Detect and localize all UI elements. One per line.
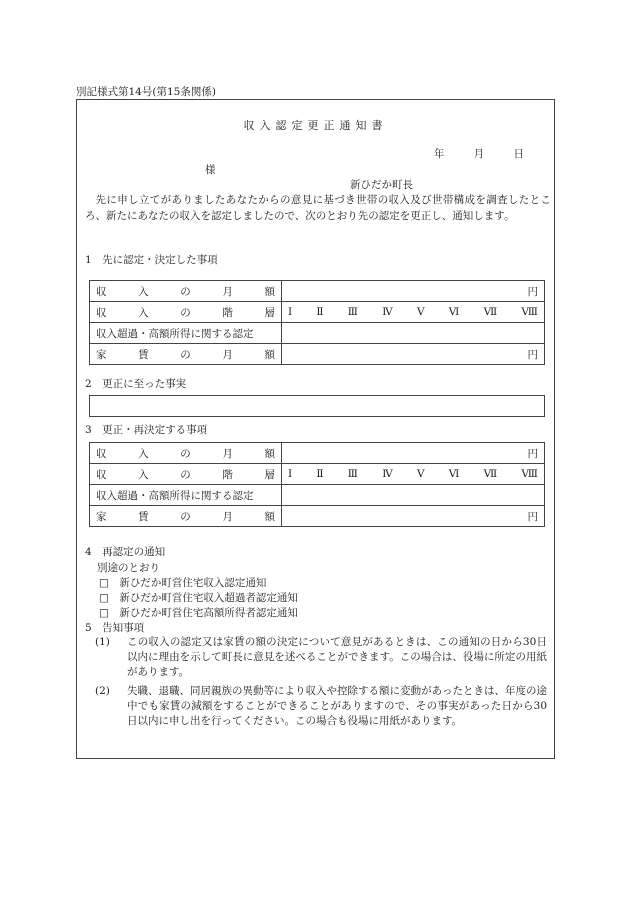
issuer-name: 新ひだか町長 <box>350 179 413 191</box>
notice-item-number: (1) <box>95 636 110 648</box>
label-char: 入 <box>138 468 149 481</box>
date-year-label: 年 <box>433 148 445 160</box>
label-char: の <box>180 447 191 460</box>
intro-text: 先に申し立てがありましたあなたからの意見に基づき世帯の収入及び世帯構成を調査したところ、新たにあなたの収入を認定しましたので、次のとおり先の認定を更正し、通知します。 <box>85 194 551 222</box>
level-marker[interactable]: Ⅲ <box>347 306 358 318</box>
row-label <box>90 302 282 323</box>
level-marker[interactable]: Ⅶ <box>483 306 498 318</box>
label-char: 家 <box>96 348 107 361</box>
row-label <box>90 464 282 485</box>
row-value[interactable] <box>282 464 545 485</box>
table-row <box>90 302 545 323</box>
label-char: 月 <box>222 447 233 460</box>
row-value[interactable] <box>282 302 545 323</box>
section5-heading: 5 告知事項 <box>85 622 145 634</box>
label-char: 階 <box>222 468 233 481</box>
label-char: 月 <box>222 348 233 361</box>
level-marker[interactable]: Ⅴ <box>416 306 425 318</box>
notice-item-text: この収入の認定又は家賃の額の決定について意見があるときは、この通知の日から30日以内に理由を示して町長に意見を述べることができます。この場合は、役場に所定の用紙があります。 <box>127 636 547 678</box>
table-row <box>90 344 545 365</box>
notice-item-1 <box>95 635 547 680</box>
option-income-certification[interactable]: □ 新ひだか町営住宅収入認定通知 <box>99 577 267 589</box>
level-marker[interactable]: Ⅱ <box>316 468 324 480</box>
label-char: 階 <box>222 306 233 319</box>
label-char: 月 <box>222 285 233 298</box>
label-char: 入 <box>138 306 149 319</box>
notice-form <box>76 99 555 759</box>
section4-heading: 4 再認定の通知 <box>85 546 166 558</box>
label-char: 額 <box>264 348 275 361</box>
level-marker[interactable]: Ⅳ <box>382 468 393 480</box>
notice-item-text: 失職、退職、同居親族の異動等により収入や控除する額に変動があったときは、年度の途中でも家賃の減額をすることができることがありますので、その事実があった日から30日以内に申し出を行ってください。この場合も役場に用紙があります。 <box>127 685 547 727</box>
level-marker[interactable]: Ⅰ <box>288 306 293 318</box>
notice-item-2 <box>95 684 547 729</box>
label-char: 月 <box>222 510 233 523</box>
row-label <box>90 506 282 527</box>
row-value[interactable]: 円 <box>282 506 545 527</box>
document-title: 収入認定更正通知書 <box>243 119 388 132</box>
intro-paragraph <box>85 192 551 224</box>
row-label <box>90 443 282 464</box>
row-label: 収入超過・高額所得に関する認定 <box>90 485 282 506</box>
label-char: の <box>180 468 191 481</box>
level-marker[interactable]: Ⅵ <box>448 306 460 318</box>
label-char: 賃 <box>138 510 149 523</box>
label-char: 層 <box>264 306 275 319</box>
label-char: 額 <box>264 510 275 523</box>
label-char: 額 <box>264 285 275 298</box>
level-marker[interactable]: Ⅰ <box>288 468 293 480</box>
table-row <box>90 323 545 344</box>
row-label <box>90 281 282 302</box>
option-high-income-certification[interactable]: □ 新ひだか町営住宅高額所得者認定通知 <box>99 607 298 619</box>
row-label <box>90 344 282 365</box>
label-char: 収 <box>96 468 107 481</box>
level-marker[interactable]: Ⅷ <box>521 306 538 318</box>
notice-item-number: (2) <box>95 685 110 697</box>
level-marker[interactable]: Ⅵ <box>448 468 460 480</box>
row-value[interactable]: 円 <box>282 281 545 302</box>
table-row <box>90 464 545 485</box>
label-char: 層 <box>264 468 275 481</box>
section3-heading: 3 更正・再決定する事項 <box>85 424 208 436</box>
label-char: 収 <box>96 447 107 460</box>
label-char: 収 <box>96 285 107 298</box>
row-label: 収入超過・高額所得に関する認定 <box>90 323 282 344</box>
date-day-label: 日 <box>513 148 524 160</box>
label-char: 賃 <box>138 348 149 361</box>
form-caption: 別記様式第14号(第15条関係) <box>76 86 216 98</box>
level-marker[interactable]: Ⅶ <box>483 468 498 480</box>
label-char: の <box>180 285 191 298</box>
date-month-label: 月 <box>473 148 485 160</box>
level-marker[interactable]: Ⅲ <box>347 468 358 480</box>
section4-sub: 別途のとおり <box>97 562 160 574</box>
level-marker[interactable]: Ⅳ <box>382 306 393 318</box>
label-char: 入 <box>138 285 149 298</box>
row-value[interactable] <box>282 485 545 506</box>
level-marker[interactable]: Ⅷ <box>521 468 538 480</box>
label-char: 家 <box>96 510 107 523</box>
row-value[interactable]: 円 <box>282 443 545 464</box>
table-row <box>90 281 545 302</box>
level-marker[interactable]: Ⅴ <box>416 468 425 480</box>
section1-heading: 1 先に認定・決定した事項 <box>85 254 218 266</box>
row-value[interactable] <box>282 323 545 344</box>
addressee-suffix: 様 <box>205 164 216 176</box>
label-char: の <box>180 306 191 319</box>
previous-decision-table <box>89 280 545 365</box>
date-fields <box>412 146 524 161</box>
row-value[interactable]: 円 <box>282 344 545 365</box>
label-char: 入 <box>138 447 149 460</box>
level-marker[interactable]: Ⅱ <box>316 306 324 318</box>
table-row <box>90 443 545 464</box>
table-row <box>90 485 545 506</box>
label-char: の <box>180 348 191 361</box>
correction-facts-box <box>89 395 545 417</box>
label-char: 収 <box>96 306 107 319</box>
label-char: 額 <box>264 447 275 460</box>
section2-heading: 2 更正に至った事実 <box>85 378 187 390</box>
label-char: の <box>180 510 191 523</box>
revised-decision-table <box>89 442 545 527</box>
table-row <box>90 506 545 527</box>
option-excess-income-certification[interactable]: □ 新ひだか町営住宅収入超過者認定通知 <box>99 592 298 604</box>
